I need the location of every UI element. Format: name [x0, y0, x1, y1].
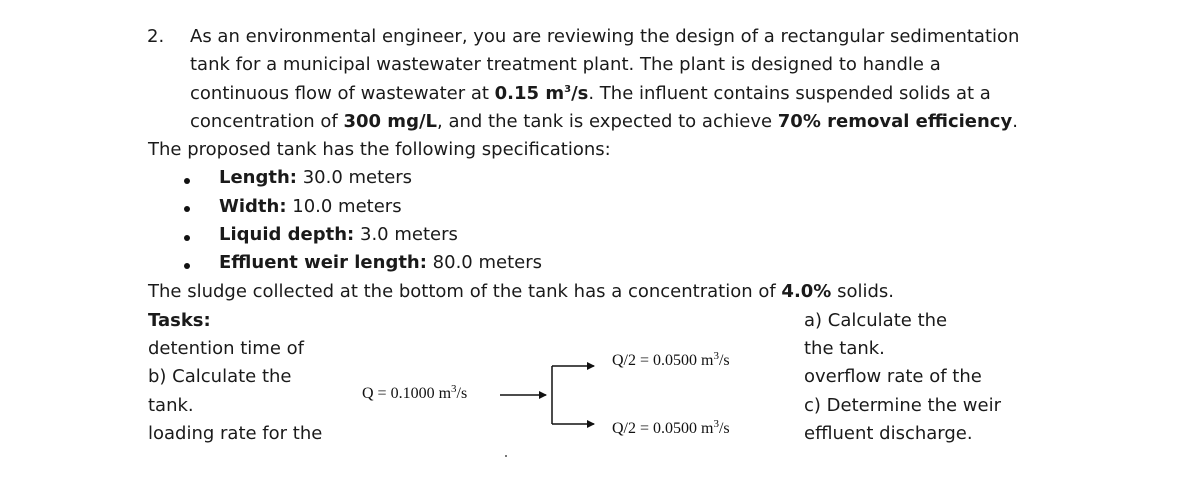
- stray-dot: [505, 455, 507, 457]
- intro-line-1: As an environmental engineer, you are reviewing the design of a rectangular sedimentation: [190, 26, 1020, 47]
- specs-heading: The proposed tank has the following specifications:: [148, 139, 611, 160]
- task-left-line-4: loading rate for the: [148, 423, 323, 444]
- removal-efficiency: 70% removal efficiency: [777, 111, 1013, 132]
- task-right-line-4: c) Determine the weir: [804, 395, 1001, 416]
- inflow-label: Q = 0.1000 $m^3/s$: [362, 383, 468, 402]
- task-left-line-3: tank.: [148, 395, 194, 416]
- task-left-line-2: b) Calculate the: [148, 366, 292, 387]
- question-number: 2.: [147, 26, 165, 47]
- task-right-line-1: a) Calculate the: [804, 310, 948, 331]
- spec-item-width: Width: 10.0 meters: [219, 196, 402, 217]
- sludge-line: The sludge collected at the bottom of the tank has a concentration of 4.0% solids.: [148, 281, 894, 302]
- concentration-value: 300 mg/L: [343, 111, 437, 132]
- task-left-line-1: detention time of: [148, 338, 304, 359]
- flow-prefix: continuous flow of wastewater at: [190, 83, 495, 104]
- concentration-line: concentration of 300 mg/L, and the tank is expected to achieve 70% removal efficiency.: [190, 111, 1018, 132]
- flow-value: 0.15 $m^3/s$: [494, 83, 589, 104]
- spec-item-weir-length: Effluent weir length: 80.0 meters: [219, 252, 542, 273]
- flow-exponent: 3: [564, 84, 572, 95]
- spec-item-length: Length: 30.0 meters: [219, 167, 413, 188]
- task-right-line-3: overflow rate of the: [804, 366, 982, 387]
- branch-bottom-label: Q/2 = 0.0500 $m^3/s$: [612, 418, 730, 437]
- sludge-concentration: 4.0%: [781, 281, 832, 302]
- task-right-line-5: effluent discharge.: [804, 423, 973, 444]
- tasks-heading: Tasks:: [148, 310, 211, 331]
- intro-line-2: tank for a municipal wastewater treatment plant. The plant is designed to handle a: [190, 54, 941, 75]
- task-right-line-2: the tank.: [804, 338, 885, 359]
- flow-suffix: . The influent contains suspended solids at a: [588, 83, 991, 104]
- branch-top-label: Q/2 = 0.0500 $m^3/s$: [612, 350, 730, 369]
- spec-item-depth: Liquid depth: 3.0 meters: [219, 224, 458, 245]
